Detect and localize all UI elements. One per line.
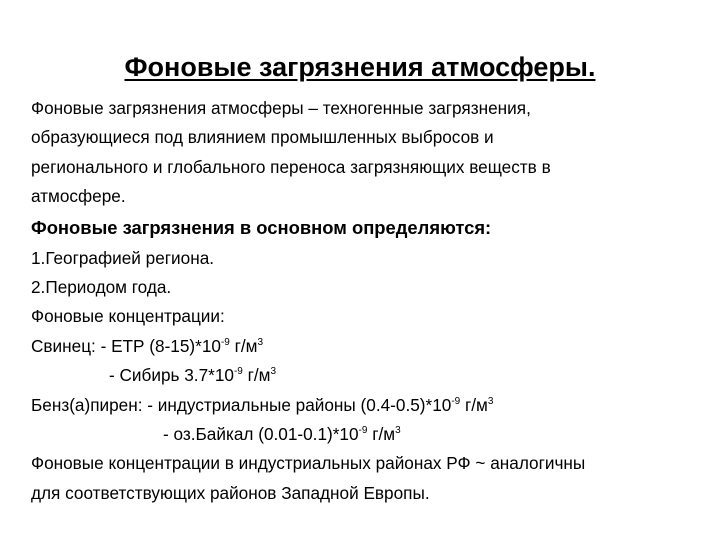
benzapyrene-baikal-unit: г/м bbox=[367, 424, 396, 445]
benzapyrene-baikal-exponent: -9 bbox=[358, 425, 368, 437]
lead-siberia-unit-exponent: 3 bbox=[270, 366, 277, 378]
lead-etr-unit-exponent: 3 bbox=[257, 336, 264, 348]
slide-title bbox=[0, 52, 720, 83]
slide-title-text: Фоновые загрязнения атмосферы. bbox=[124, 52, 596, 82]
lead-etr-exponent: -9 bbox=[220, 336, 230, 348]
benzapyrene-industrial-unit-exponent: 3 bbox=[487, 395, 494, 407]
benzapyrene-industrial-text: Бенз(а)пирен: - индустриальные районы (0.4-0.5)*10 bbox=[31, 394, 452, 415]
lead-etr-unit: г/м bbox=[229, 335, 258, 356]
lead-concentration-siberia bbox=[31, 361, 711, 390]
benzapyrene-baikal-text: - оз.Байкал (0.01-0.1)*10 bbox=[163, 424, 359, 445]
lead-concentration-etr bbox=[31, 332, 711, 361]
definition-line: регионального и глобального переноса загрязняющих веществ в bbox=[31, 156, 551, 177]
benzapyrene-concentration-industrial bbox=[31, 391, 711, 420]
factor-item: 1.Географией региона. bbox=[31, 247, 215, 268]
factor-item: 2.Периодом года. bbox=[31, 277, 172, 298]
determined-heading: Фоновые загрязнения в основном определяются: bbox=[31, 216, 492, 238]
conclusion-line: для соответствующих районов Западной Европы. bbox=[31, 482, 430, 503]
definition-line: Фоновые загрязнения атмосферы – техногенные загрязнения, bbox=[31, 98, 531, 118]
conclusion-line: Фоновые концентрации в индустриальных районах РФ ~ аналогичны bbox=[31, 453, 586, 474]
lead-siberia-exponent: -9 bbox=[233, 366, 243, 378]
definition-line: образующиеся под влиянием промышленных выбросов и bbox=[31, 127, 494, 148]
lead-siberia-text: - Сибирь 3.7*10 bbox=[109, 365, 234, 386]
definition-line: атмосфере. bbox=[31, 186, 126, 207]
benzapyrene-baikal-unit-exponent: 3 bbox=[395, 425, 401, 437]
lead-siberia-unit: г/м bbox=[242, 365, 271, 386]
concentrations-heading: Фоновые концентрации: bbox=[31, 306, 225, 327]
benzapyrene-concentration-baikal bbox=[31, 420, 711, 449]
benzapyrene-industrial-exponent: -9 bbox=[451, 395, 461, 407]
benzapyrene-industrial-unit: г/м bbox=[460, 394, 488, 415]
slide-body bbox=[31, 94, 711, 508]
lead-etr-text: Свинец: - ЕТР (8-15)*10 bbox=[31, 335, 221, 356]
